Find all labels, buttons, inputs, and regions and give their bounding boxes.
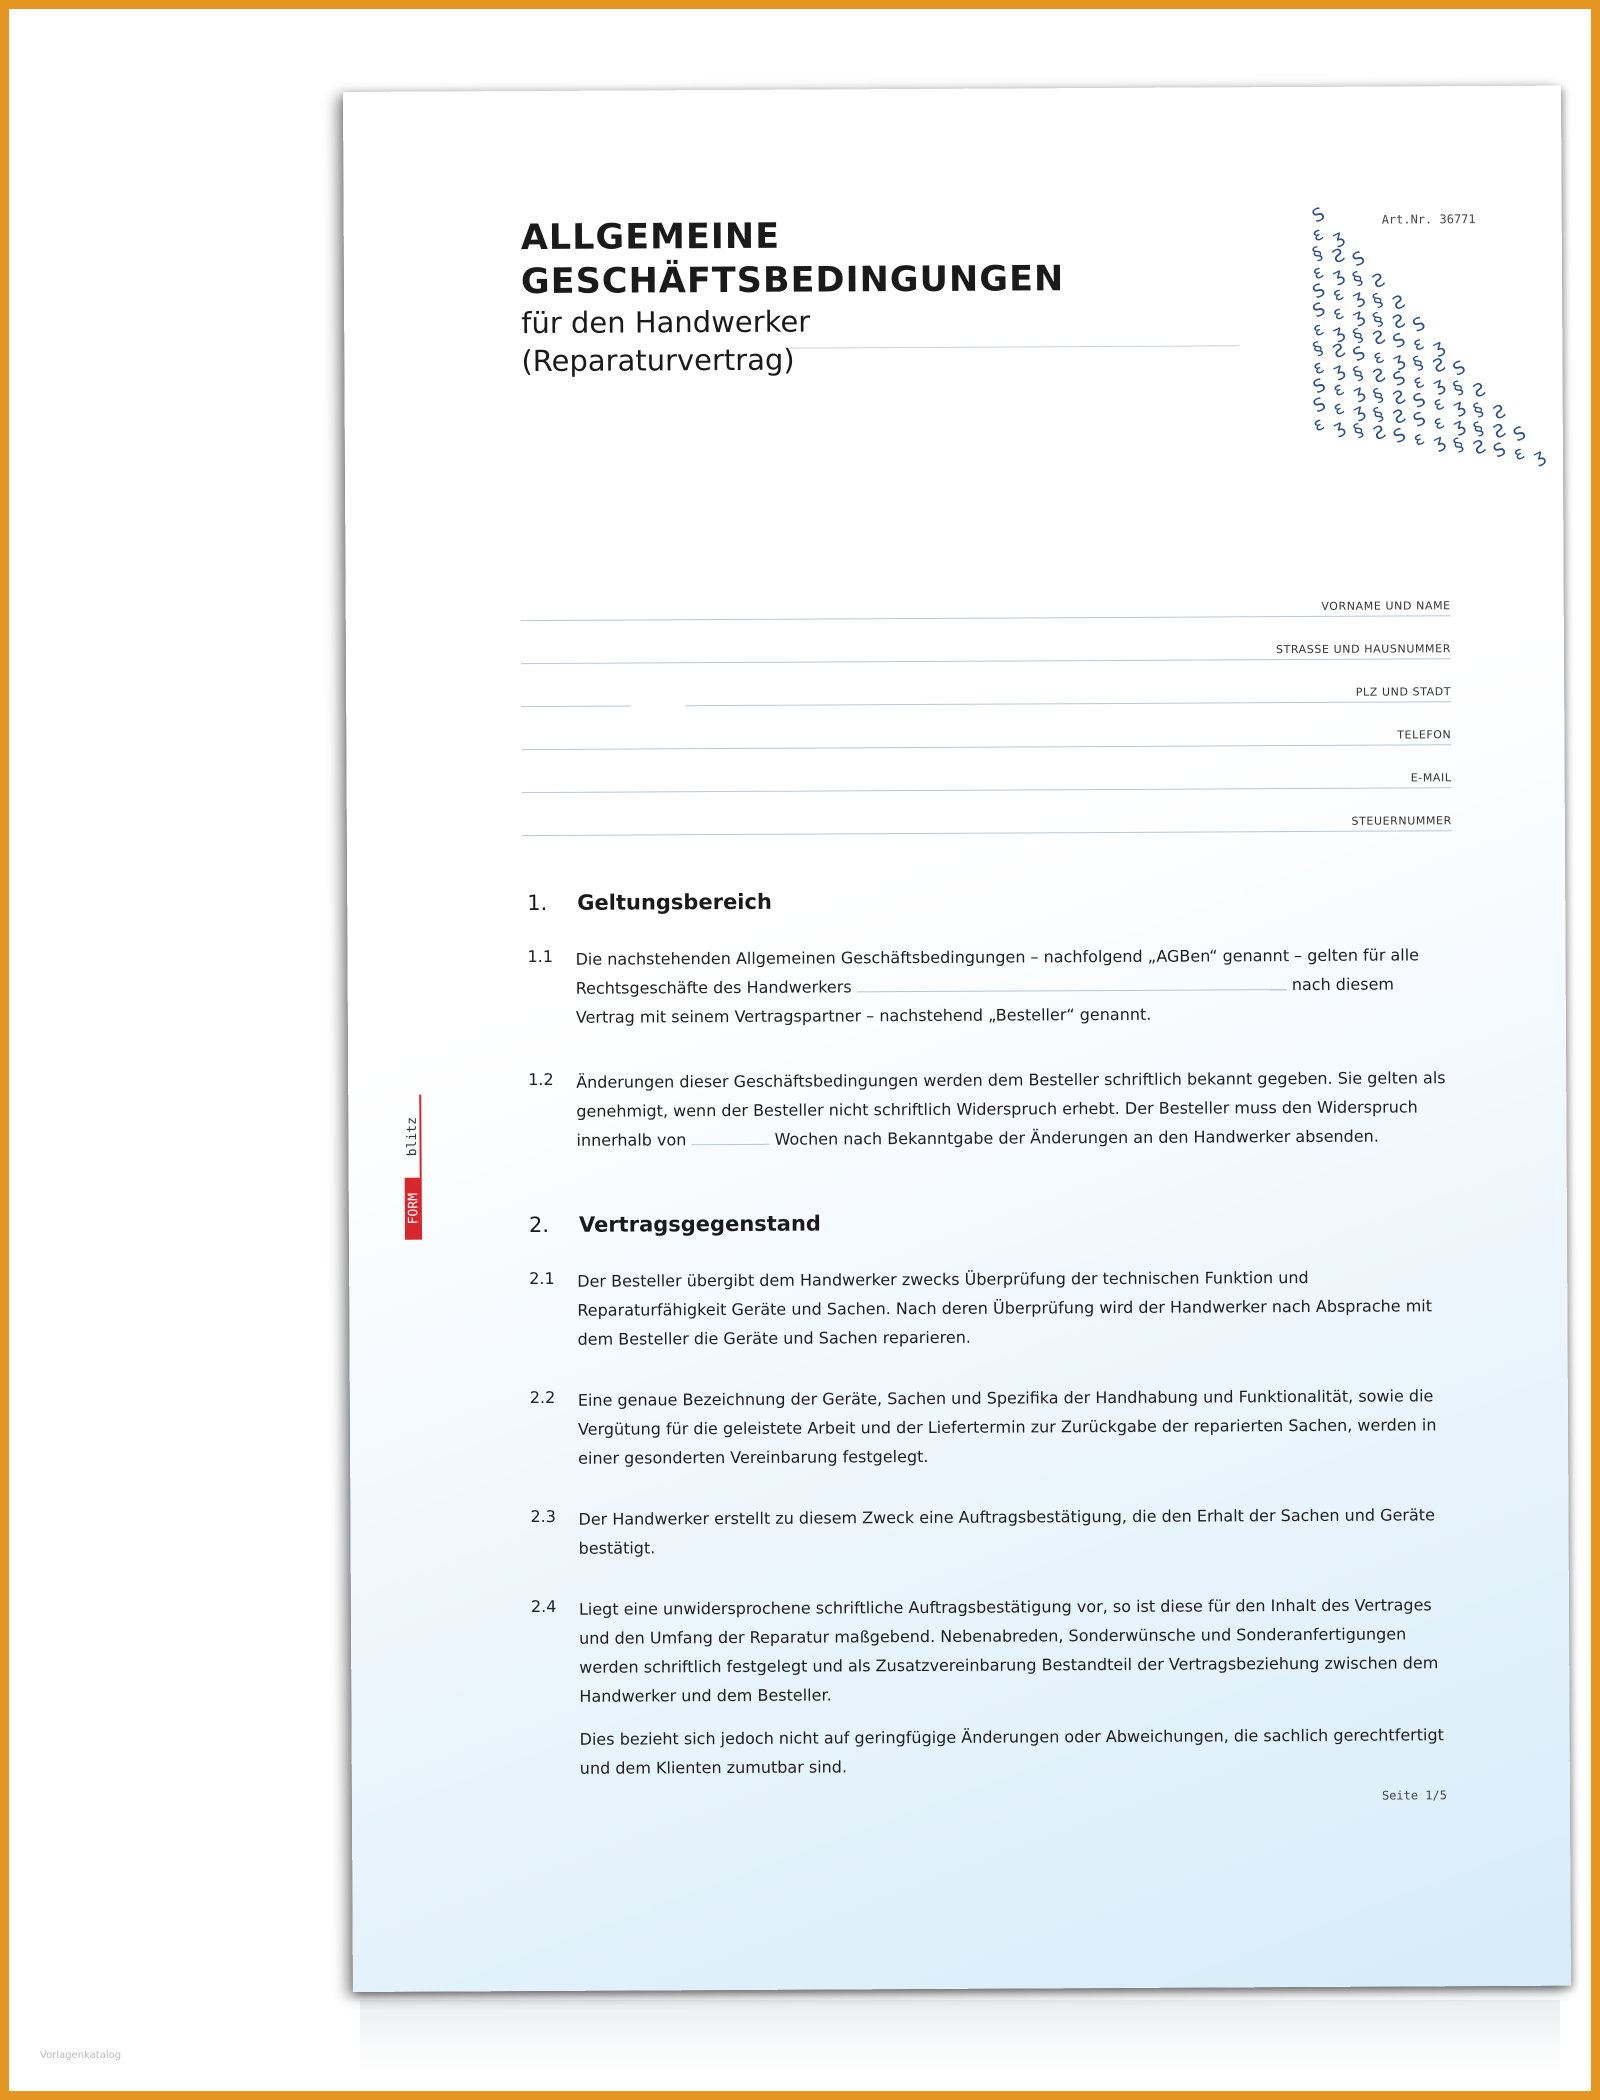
clause-text-part: Änderungen dieser Geschäftsbedingungen werden dem Besteller schriftlich bekannt gegeben. Sie gelten als genehmigt, wenn der Besteller nicht schriftlich Widerspruch erhebt. Der Besteller muss den Widerspruch innerhalb von: [576, 1068, 1446, 1150]
pattern-glyph: ʒ: [1349, 304, 1368, 329]
pattern-glyph: §: [1369, 289, 1387, 313]
pattern-glyph: ε: [1309, 261, 1327, 285]
pattern-glyph: S: [1309, 279, 1329, 304]
watermark-note: Vorlagenkatalog: [40, 2050, 122, 2061]
pattern-glyph: ʒ: [1429, 373, 1449, 397]
pattern-glyph: ε: [1309, 318, 1328, 342]
clause-number: 2.2: [529, 1387, 556, 1408]
pattern-glyph: Ƨ: [1389, 310, 1409, 335]
section-number: 1.: [527, 890, 548, 916]
pattern-glyph: ʒ: [1329, 263, 1348, 288]
pattern-glyph: Ƨ: [1489, 400, 1510, 425]
pattern-glyph: §: [1449, 376, 1467, 400]
pattern-glyph: Ƨ: [1369, 269, 1389, 294]
pattern-glyph: ε: [1429, 411, 1448, 435]
pattern-glyph: ε: [1329, 283, 1348, 307]
clause-text: [579, 1590, 1457, 1783]
page-number: Seite 1/5: [1381, 1788, 1448, 1803]
pattern-glyph: ε: [1409, 370, 1428, 394]
pattern-glyph: S: [1389, 367, 1410, 392]
pattern-glyph: Ƨ: [1369, 326, 1389, 351]
pattern-glyph: Ƨ: [1329, 244, 1349, 269]
pattern-glyph: §: [1349, 324, 1367, 348]
pattern-glyph: Ƨ: [1429, 353, 1449, 378]
pattern-glyph: Ƨ: [1329, 339, 1349, 364]
signature-pattern-icon: [1294, 194, 1549, 469]
clause-number: 2.4: [530, 1596, 557, 1617]
document-subtitle: [521, 301, 1021, 380]
field-line: [521, 658, 1451, 664]
clause: [530, 1500, 1455, 1563]
pattern-glyph: ʒ: [1449, 414, 1469, 438]
field-email[interactable]: [521, 753, 1451, 801]
pattern-glyph: §: [1369, 384, 1387, 408]
pattern-glyph: Ƨ: [1489, 419, 1510, 444]
pattern-glyph: §: [1369, 308, 1387, 332]
clause-text: [576, 1063, 1453, 1155]
city-line: [685, 701, 1451, 706]
pattern-glyph: ε: [1329, 378, 1348, 402]
document-body: [527, 886, 1457, 1783]
pattern-glyph: Ƨ: [1470, 435, 1490, 460]
pattern-glyph: S: [1349, 342, 1369, 367]
clause: [530, 1381, 1455, 1473]
pattern-glyph: ʒ: [1429, 335, 1448, 359]
clause-text: Der Besteller übergibt dem Handwerker zwecks Überprüfung der technischen Funktion und Reparaturfähigkeit Geräte und Sachen. Nach deren Überprüfung wird der Handwerker nach Absprache mit dem Besteller die Geräte und Sachen reparieren.: [577, 1267, 1433, 1349]
zip-line: [521, 705, 631, 707]
field-line: [522, 787, 1452, 793]
clause-number: 1.2: [528, 1069, 554, 1090]
pattern-glyph: §: [1309, 242, 1327, 266]
pattern-glyph: S: [1409, 408, 1430, 432]
pattern-glyph: ʒ: [1530, 444, 1549, 469]
pattern-glyph: ε: [1329, 397, 1348, 421]
field-street[interactable]: [521, 624, 1451, 672]
pattern-glyph: S: [1409, 389, 1430, 413]
pattern-glyph: ε: [1410, 427, 1428, 451]
pattern-glyph: Ƨ: [1389, 405, 1410, 430]
pattern-glyph: ʒ: [1349, 285, 1368, 310]
pattern-glyph: Ƨ: [1369, 364, 1390, 389]
pattern-glyph: ε: [1369, 345, 1388, 370]
subtitle-line-2: (Reparaturvertrag): [521, 342, 795, 379]
pattern-glyph: S: [1390, 424, 1410, 449]
pattern-glyph: S: [1349, 247, 1369, 272]
clause-number: 2.1: [529, 1268, 555, 1289]
pattern-glyph: Ƨ: [1370, 421, 1390, 446]
pattern-glyph: §: [1369, 403, 1388, 427]
pattern-glyph: ε: [1308, 223, 1327, 247]
pattern-glyph: ʒ: [1349, 399, 1369, 424]
pattern-glyph: ʒ: [1329, 320, 1348, 345]
pattern-glyph: ε: [1409, 332, 1428, 356]
section-title: Vertragsgegenstand: [578, 1211, 821, 1237]
pattern-glyph: §: [1409, 352, 1427, 375]
clause-text: Eine genaue Bezeichnung der Geräte, Sachen und Spezifika der Handhabung und Funktionalität, sowie die Vergütung für die geleistete Arbeit und der Liefertermin zur Zurückgabe der reparierten Sachen, werden in einer gesonderten Vereinbarung festgelegt.: [577, 1386, 1437, 1468]
pattern-glyph: S: [1309, 393, 1330, 418]
field-tax-number[interactable]: [522, 796, 1452, 844]
field-label: E-MAIL: [1410, 771, 1452, 785]
clause: [528, 1063, 1453, 1155]
clause-text-part: nach diesem Vertrag mit seinem Vertragspartner – nachstehend „Besteller“ genannt.: [575, 974, 1395, 1027]
pattern-glyph: ε: [1329, 302, 1348, 326]
clause-text-part: Die nachstehenden Allgemeinen Geschäftsbedingungen – nachfolgend „AGBen“ genannt – gelten für alle Rechtsgeschäfte des Handwerkers: [575, 945, 1420, 998]
field-label: TELEFON: [1397, 728, 1452, 742]
field-line: [521, 744, 1451, 750]
pattern-glyph: §: [1469, 398, 1487, 422]
pattern-glyph: Ƨ: [1389, 386, 1410, 411]
clause: [529, 1262, 1454, 1354]
clause-paragraph: Liegt eine unwidersprochene schriftliche Auftragsbestätigung vor, so ist diese für den Inhalt des Vertrages und den Umfang der Reparatur maßgebend. Nebenabreden, Sonderwünsche und Sonderanfertigungen werden schriftlich festgelegt und als Zusatzvereinbarung Bestandteil der Vertragsbeziehung zwischen dem Handwerker und dem Besteller.: [578, 1595, 1439, 1706]
pattern-glyph: §: [1349, 419, 1368, 443]
section-number: 2.: [528, 1212, 550, 1238]
subtitle-line-1: für den Handwerker: [521, 304, 811, 341]
pattern-glyph: S: [1309, 298, 1329, 323]
document-page: [343, 86, 1571, 1992]
field-phone[interactable]: [521, 710, 1451, 758]
pattern-glyph: S: [1510, 422, 1530, 447]
pattern-glyph: ʒ: [1328, 225, 1348, 250]
field-label: VORNAME UND NAME: [1321, 599, 1451, 613]
pattern-glyph: Ƨ: [1389, 291, 1409, 316]
clause-text: Der Handwerker erstellt zu diesem Zweck eine Auftragsbestätigung, die den Erhalt der Sachen und Geräte bestätigt.: [578, 1505, 1435, 1558]
pattern-glyph: S: [1449, 356, 1469, 381]
field-zip-city[interactable]: [521, 667, 1451, 715]
logo-blitz: blitz: [404, 1095, 421, 1178]
clause: [527, 940, 1452, 1032]
field-label: STRASSE UND HAUSNUMMER: [1275, 642, 1451, 657]
pattern-glyph: ε: [1510, 442, 1528, 466]
clause: [531, 1590, 1457, 1783]
section-heading: [529, 1208, 1454, 1237]
pattern-glyph: §: [1349, 267, 1367, 291]
pattern-glyph: ʒ: [1449, 395, 1469, 419]
pattern-glyph: §: [1309, 337, 1327, 361]
clause-number: 1.1: [527, 946, 554, 967]
section-title: Geltungsbereich: [577, 889, 772, 915]
pattern-glyph: ε: [1429, 392, 1448, 416]
pattern-glyph: S: [1409, 313, 1429, 337]
clause-number: 2.3: [530, 1506, 556, 1527]
clause-paragraph: Dies bezieht sich jedoch nicht auf geringfügige Änderungen oder Abweichungen, die sachlich gerechtfertigt und dem Klienten zumutbar sind.: [579, 1725, 1444, 1778]
field-line: [522, 830, 1452, 836]
field-line: [521, 615, 1451, 621]
logo-form: FORM: [405, 1178, 422, 1240]
document-title: ALLGEMEINE GESCHÄFTSBEDINGUNGEN: [520, 216, 1065, 303]
pattern-glyph: ε: [1309, 356, 1328, 380]
pattern-glyph: S: [1389, 329, 1409, 354]
pattern-glyph: S: [1308, 203, 1329, 228]
section-heading: [527, 886, 1452, 915]
pattern-glyph: §: [1349, 362, 1367, 386]
pattern-glyph: ʒ: [1329, 415, 1349, 440]
clause-text: [575, 940, 1452, 1032]
pattern-glyph: §: [1450, 433, 1468, 457]
pattern-glyph: S: [1490, 438, 1510, 463]
pattern-glyph: ʒ: [1349, 380, 1369, 405]
craftsman-name-blank[interactable]: [857, 971, 1287, 992]
address-fields: [521, 581, 1452, 844]
pattern-glyph: §: [1469, 417, 1488, 441]
pattern-glyph: Ƨ: [1469, 378, 1490, 403]
pattern-glyph: ε: [1309, 413, 1328, 437]
weeks-blank[interactable]: [691, 1126, 769, 1145]
field-name[interactable]: [521, 581, 1451, 629]
article-number: Art.Nr. 36771: [1381, 212, 1476, 227]
field-label: PLZ UND STADT: [1355, 685, 1452, 699]
pattern-glyph: ʒ: [1389, 348, 1409, 373]
page-reflection: [360, 2000, 1560, 2070]
formblitz-logo: [404, 1095, 422, 1240]
field-label: STEUERNUMMER: [1351, 814, 1452, 828]
pattern-glyph: ʒ: [1329, 358, 1349, 383]
pattern-glyph: ʒ: [1430, 430, 1449, 454]
pattern-glyph: S: [1309, 374, 1330, 399]
clause-text-part: Wochen nach Bekanntgabe der Änderungen an den Handwerker absenden.: [774, 1126, 1379, 1149]
